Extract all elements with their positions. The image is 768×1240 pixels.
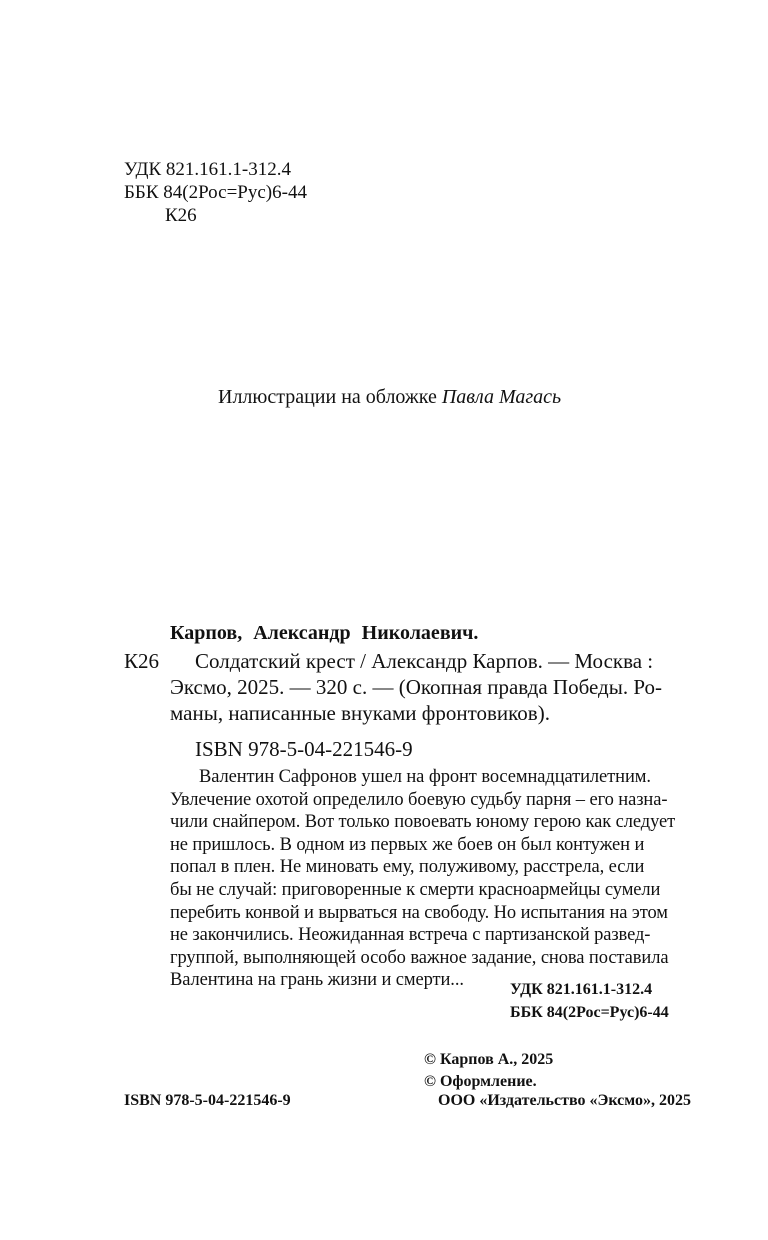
annotation-line: группой, выполняющей особо важное задание, снова поставила <box>170 948 669 968</box>
bibliographic-isbn: ISBN 978-5-04-221546-9 <box>195 737 413 761</box>
bibliographic-line: Эксмо, 2025. — 320 с. — (Окопная правда Победы. Ро- <box>170 675 662 699</box>
bottom-bbk-code: ББК 84(2Рос=Рус)6-44 <box>510 1004 669 1021</box>
bottom-udk-code: УДК 821.161.1-312.4 <box>510 981 653 998</box>
bibliographic-line: Солдатский крест / Александр Карпов. — Москва : <box>195 649 654 673</box>
copyright-design: © Оформление. <box>424 1073 537 1090</box>
annotation-line: бы не случай: приговоренные к смерти красноармейцы сумели <box>170 880 661 900</box>
copyright-publisher: ООО «Издательство «Эксмо», 2025 <box>438 1092 691 1109</box>
bibliographic-line: маны, написанные внуками фронтовиков). <box>170 701 550 725</box>
copyright-isbn: ISBN 978-5-04-221546-9 <box>124 1092 291 1109</box>
annotation-line: Валентин Сафронов ушел на фронт восемнадцатилетним. <box>199 767 651 787</box>
author-mark: К26 <box>165 205 197 226</box>
annotation-line: не закончились. Неожиданная встреча с партизанской развед- <box>170 925 651 945</box>
annotation-line: чили снайпером. Вот только повоевать юному герою как следует <box>170 812 676 832</box>
annotation-line: попал в плен. Не миновать ему, полуживому, расстрела, если <box>170 857 645 877</box>
illustrations-artist: Павла Магась <box>441 386 562 408</box>
annotation-line: перебить конвой и вырваться на свободу. Но испытания на этом <box>170 903 668 923</box>
bibliographic-mark: К26 <box>124 649 160 673</box>
udk-code: УДК 821.161.1-312.4 <box>124 159 291 180</box>
illustrations-credit <box>218 386 561 409</box>
annotation-line: Увлечение охотой определило боевую судьбу парня – его назна- <box>170 790 668 810</box>
annotation-line: Валентина на грань жизни и смерти... <box>170 970 464 990</box>
illustrations-prefix: Иллюстрации на обложке <box>218 386 437 408</box>
annotation-line: не пришлось. В одном из первых же боев он был контужен и <box>170 835 645 855</box>
author-heading: Карпов, Александр Николаевич. <box>170 622 479 644</box>
copyright-author: © Карпов А., 2025 <box>424 1051 554 1068</box>
bbk-code: ББК 84(2Рос=Рус)6-44 <box>124 182 307 203</box>
